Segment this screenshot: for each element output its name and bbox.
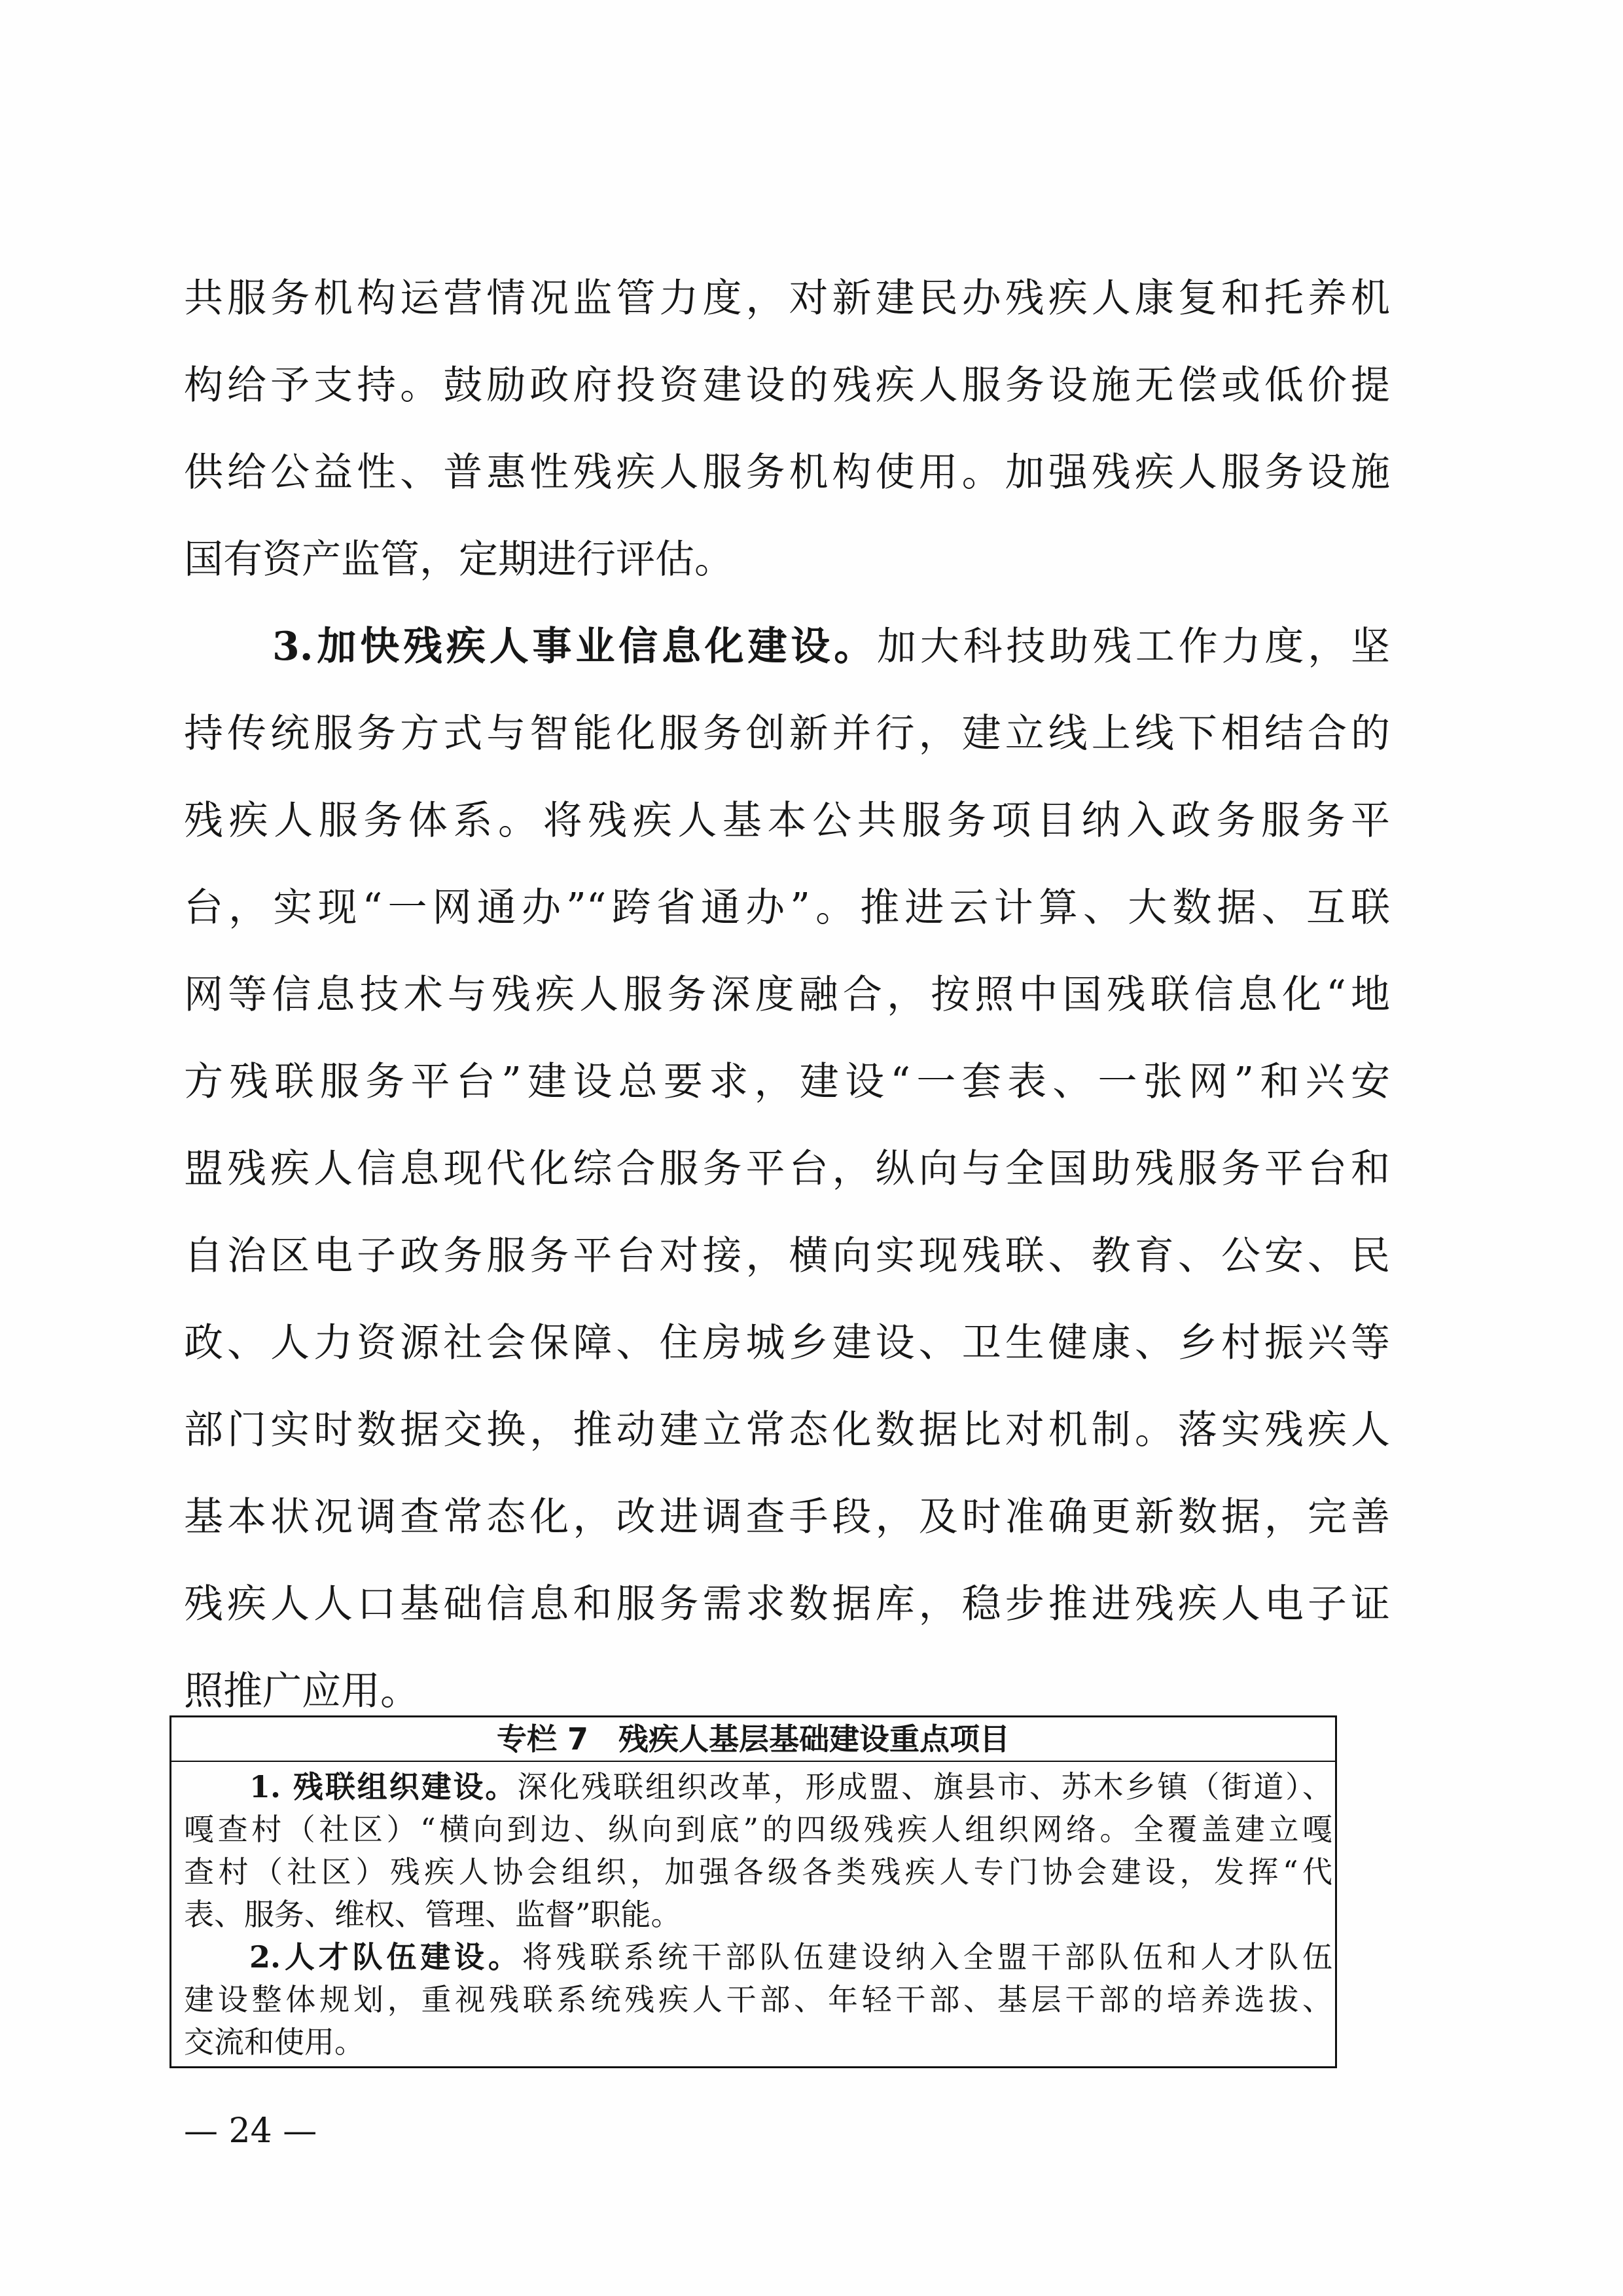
body-line bbox=[184, 1561, 1390, 1648]
column-box-line bbox=[184, 1936, 1332, 1979]
body-line bbox=[184, 516, 1390, 603]
body-line bbox=[184, 778, 1390, 865]
body-line bbox=[184, 429, 1390, 516]
column-box-line-text: 建设整体规划，重视残联系统残疾人干部、年轻干部、基层干部的培养选拔、 bbox=[184, 1982, 1332, 2017]
column-box-line bbox=[184, 1766, 1332, 1808]
body-line-text: 构给予支持。鼓励政府投资建设的残疾人服务设施无偿或低价提 bbox=[184, 363, 1390, 408]
body-line bbox=[184, 255, 1390, 342]
body-line-text: 方残联服务平台”建设总要求，建设“一套表、一张网”和兴安 bbox=[184, 1059, 1390, 1105]
body-line bbox=[184, 1387, 1390, 1474]
body-line-text: 残疾人服务体系。将残疾人基本公共服务项目纳入政务服务平 bbox=[184, 798, 1390, 844]
column-box-line bbox=[184, 1979, 1332, 2021]
column-box-line-text: 深化残联组织改革，形成盟、旗县市、苏木乡镇（街道）、 bbox=[517, 1769, 1332, 1804]
page-number: — 24 — bbox=[184, 2111, 317, 2151]
body-line bbox=[184, 865, 1390, 952]
body-line-text: 加大科技助残工作力度，坚 bbox=[877, 624, 1390, 670]
column-box-line-text: 将残联系统干部队伍建设纳入全盟干部队伍和人才队伍 bbox=[522, 1939, 1332, 1975]
column-box-line-text: 查村（社区）残疾人协会组织，加强各级各类残疾人专门协会建设，发挥“代 bbox=[184, 1854, 1332, 1890]
column-box-line-text: 交流和使用。 bbox=[184, 2024, 365, 2060]
section-heading: 3.加快残疾人事业信息化建设。 bbox=[272, 624, 878, 670]
body-line bbox=[184, 1039, 1390, 1126]
body-line-text: 盟残疾人信息现代化综合服务平台，纵向与全国助残服务平台和 bbox=[184, 1146, 1390, 1192]
body-line-text: 自治区电子政务服务平台对接，横向实现残联、教育、公安、民 bbox=[184, 1233, 1390, 1279]
body-line bbox=[184, 1474, 1390, 1561]
body-line bbox=[184, 342, 1390, 429]
body-text bbox=[184, 255, 1390, 1735]
body-line-text: 台，实现“一网通办”“跨省通办”。推进云计算、大数据、互联 bbox=[184, 885, 1390, 931]
body-line-text: 照推广应用。 bbox=[184, 1668, 419, 1714]
body-line bbox=[184, 952, 1390, 1039]
body-line bbox=[184, 691, 1390, 778]
item-heading: 2.人才队伍建设。 bbox=[249, 1939, 522, 1975]
body-line-text: 网等信息技术与残疾人服务深度融合，按照中国残联信息化“地 bbox=[184, 972, 1390, 1018]
body-line-text: 共服务机构运营情况监管力度，对新建民办残疾人康复和托养机 bbox=[184, 276, 1390, 321]
body-line-text: 基本状况调查常态化，改进调查手段，及时准确更新数据，完善 bbox=[184, 1494, 1390, 1540]
column-box-line bbox=[184, 1808, 1332, 1851]
body-line bbox=[184, 603, 1390, 691]
body-line bbox=[184, 1300, 1390, 1387]
body-line bbox=[184, 1213, 1390, 1300]
column-box-body bbox=[171, 1762, 1335, 2066]
column-box-line bbox=[184, 2021, 1332, 2064]
column-box-line-text: 嘎查村（社区）“横向到边、纵向到底”的四级残疾人组织网络。全覆盖建立嘎 bbox=[184, 1812, 1332, 1847]
column-box-line bbox=[184, 1851, 1332, 1893]
body-line-text: 持传统服务方式与智能化服务创新并行，建立线上线下相结合的 bbox=[184, 711, 1390, 757]
column-box-line-text: 表、服务、维权、管理、监督”职能。 bbox=[184, 1897, 681, 1932]
item-heading: 1. 残联组织建设。 bbox=[249, 1769, 518, 1804]
body-line-text: 残疾人人口基础信息和服务需求数据库，稳步推进残疾人电子证 bbox=[184, 1581, 1390, 1627]
column-box-line bbox=[184, 1893, 1332, 1936]
body-line-text: 政、人力资源社会保障、住房城乡建设、卫生健康、乡村振兴等 bbox=[184, 1320, 1390, 1366]
column-box-title: 专栏 7 残疾人基层基础建设重点项目 bbox=[171, 1717, 1335, 1762]
body-line-text: 国有资产监管，定期进行评估。 bbox=[184, 537, 734, 583]
body-line-text: 部门实时数据交换，推动建立常态化数据比对机制。落实残疾人 bbox=[184, 1407, 1390, 1453]
body-line bbox=[184, 1126, 1390, 1213]
body-line-text: 供给公益性、普惠性残疾人服务机构使用。加强残疾人服务设施 bbox=[184, 450, 1390, 495]
column-box bbox=[169, 1715, 1337, 2068]
